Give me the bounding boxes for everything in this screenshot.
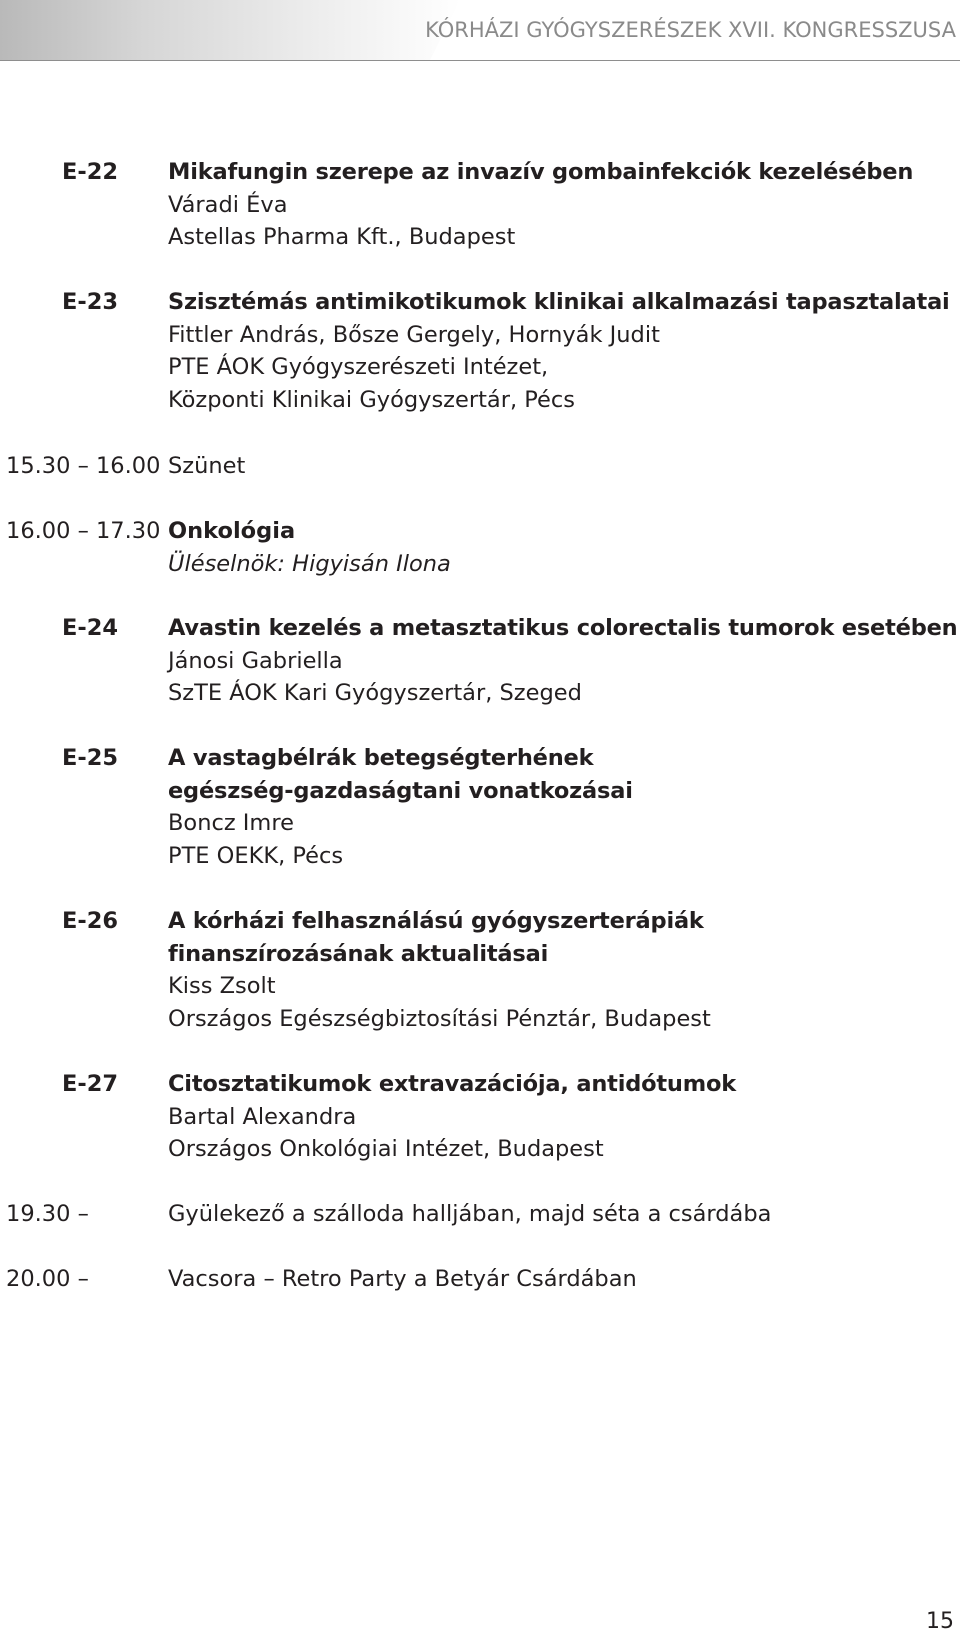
- entry-affiliation: Központi Klinikai Gyógyszertár, Pécs: [168, 386, 575, 413]
- entry-code: E-25: [62, 745, 119, 771]
- entry-affiliation: PTE ÁOK Gyógyszerészeti Intézet,: [168, 354, 549, 380]
- entry-author: Bartal Alexandra: [168, 1103, 357, 1130]
- break-time: 15.30 – 16.00: [6, 453, 161, 479]
- entry-author: Boncz Imre: [168, 810, 294, 836]
- entry-code: E-27: [62, 1071, 119, 1097]
- entry-code: E-22: [62, 159, 119, 185]
- evening-content: [168, 1198, 771, 1231]
- evening-label: Vacsora – Retro Party a Betyár Csárdában: [168, 1266, 637, 1292]
- break-label: Szünet: [168, 453, 246, 479]
- entry-title: Citosztatikumok extravazációja, antidótumok: [168, 1071, 737, 1097]
- entry-content: [168, 612, 958, 710]
- entry-affiliation: Országos Egészségbiztosítási Pénztár, Budapest: [168, 1005, 711, 1032]
- entry-title: Avastin kezelés a metasztatikus colorectalis tumorok esetében: [168, 615, 958, 641]
- entry-title: A kórházi felhasználású gyógyszerterápiák: [168, 908, 704, 934]
- entry-affiliation: SzTE ÁOK Kari Gyógyszertár, Szeged: [168, 680, 582, 706]
- break-content: [168, 450, 245, 483]
- page-header: [0, 0, 960, 60]
- entry-author: Kiss Zsolt: [168, 973, 276, 999]
- entry-author: Váradi Éva: [168, 191, 288, 218]
- entry-affiliation: Országos Onkológiai Intézet, Budapest: [168, 1136, 604, 1162]
- session-chair: Üléselnök: Higyisán Ilona: [168, 550, 451, 577]
- entry-content: [168, 156, 913, 254]
- header-title: KÓRHÁZI GYÓGYSZERÉSZEK XVII. KONGRESSZUSA: [425, 18, 956, 42]
- entry-title: A vastagbélrák betegségterhének: [168, 745, 594, 771]
- entry-affiliation: PTE OEKK, Pécs: [168, 842, 344, 869]
- session-content: [168, 515, 451, 580]
- evening-time: 19.30 –: [6, 1201, 89, 1227]
- session-time: 16.00 – 17.30: [6, 518, 161, 544]
- evening-label: Gyülekező a szálloda halljában, majd séta a csárdába: [168, 1201, 772, 1227]
- evening-time: 20.00 –: [6, 1266, 89, 1292]
- entry-title-continued: finanszírozásának aktualitásai: [168, 940, 549, 967]
- entry-content: [168, 905, 711, 1035]
- entry-content: [168, 742, 633, 872]
- entry-affiliation: Astellas Pharma Kft., Budapest: [168, 224, 516, 250]
- entry-content: [168, 286, 950, 416]
- entry-author: Fittler András, Bősze Gergely, Hornyák Judit: [168, 321, 660, 348]
- entry-code: E-26: [62, 908, 119, 934]
- entry-code: E-23: [62, 289, 119, 315]
- entry-title: Mikafungin szerepe az invazív gombainfekciók kezelésében: [168, 159, 914, 185]
- entry-title: Szisztémás antimikotikumok klinikai alkalmazási tapasztalatai: [168, 289, 950, 315]
- page-number: 15: [926, 1609, 954, 1634]
- entry-title-continued: egészség-gazdaságtani vonatkozásai: [168, 777, 633, 804]
- session-name: Onkológia: [168, 518, 296, 544]
- entry-code: E-24: [62, 615, 119, 641]
- entry-author: Jánosi Gabriella: [168, 647, 343, 674]
- header-divider: [0, 60, 960, 61]
- entry-content: [168, 1068, 736, 1166]
- evening-content: [168, 1263, 637, 1296]
